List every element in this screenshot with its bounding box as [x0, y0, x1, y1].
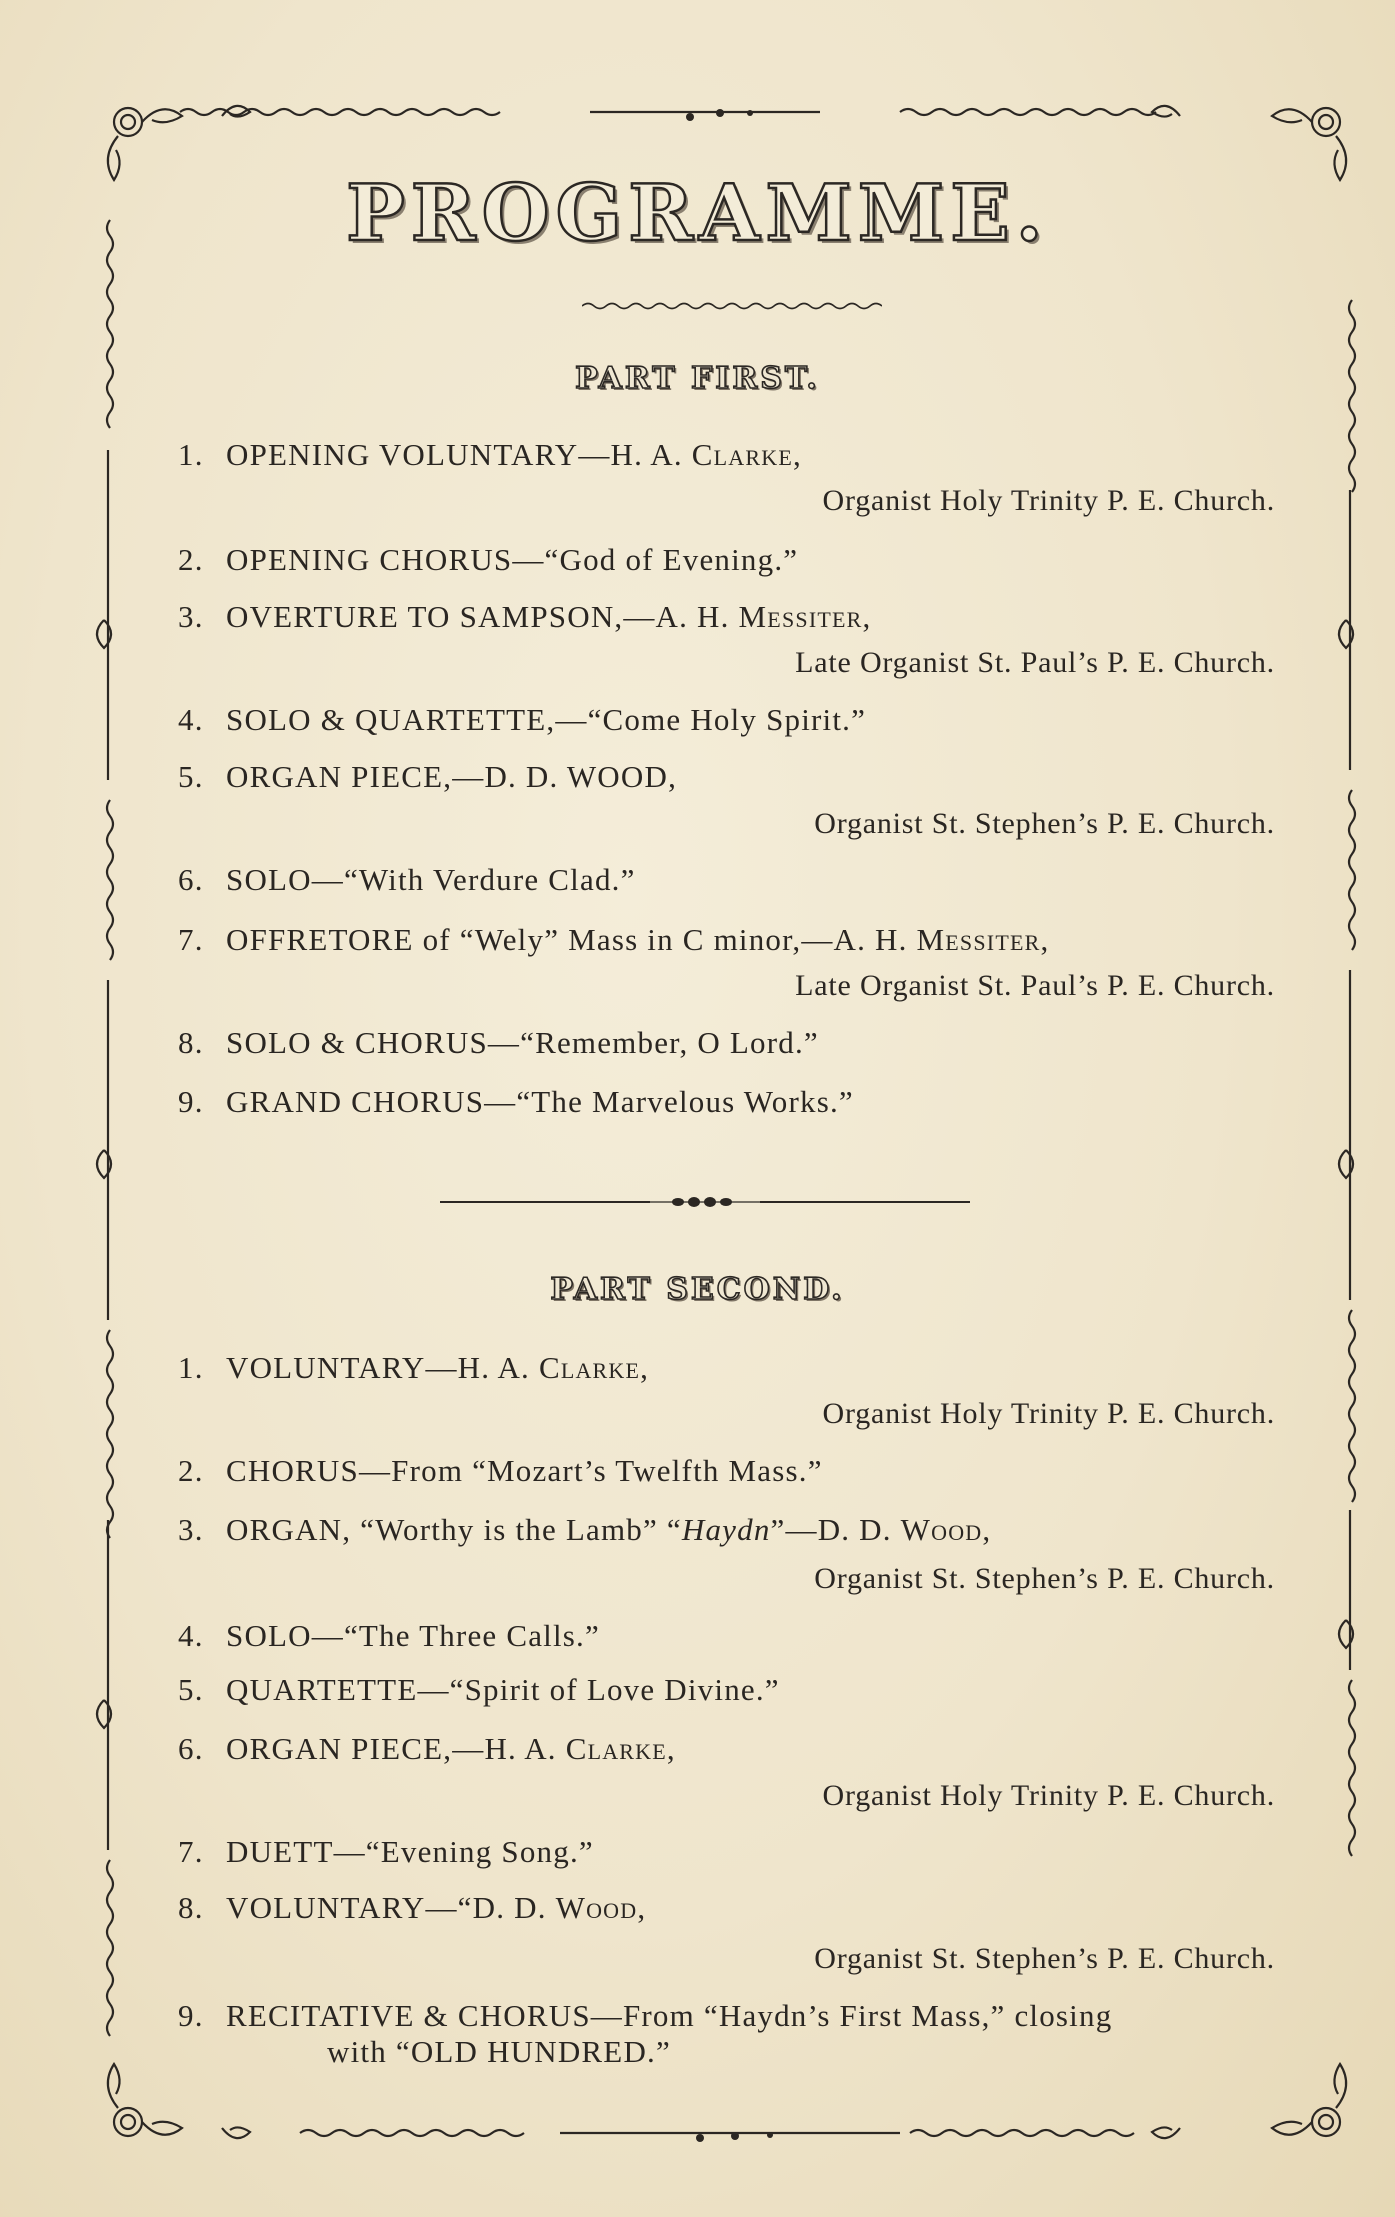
part-first-item-7: 7. OFFRETORE of “Wely” Mass in C minor,—A. H. Messiter, [178, 922, 1050, 957]
part-first-item-4: 4. SOLO & QUARTETTE,—“Come Holy Spirit.” [178, 702, 867, 737]
part-second-item-9-continuation: with “OLD HUNDRED.” [327, 2034, 671, 2069]
section-divider [440, 1192, 970, 1212]
part-second-item-7: 7. DUETT—“Evening Song.” [178, 1834, 594, 1869]
programme-title: PROGRAMME. [346, 168, 1049, 259]
part-first-item-1-credit: Organist Holy Trinity P. E. Church. [822, 484, 1275, 517]
part-second-item-2: 2. CHORUS—From “Mozart’s Twelfth Mass.” [178, 1453, 823, 1488]
part-first-item-5-credit: Organist St. Stephen’s P. E. Church. [814, 807, 1275, 840]
part-second-heading: PART SECOND. [550, 1272, 845, 1307]
part-second-item-3-credit: Organist St. Stephen’s P. E. Church. [814, 1562, 1275, 1595]
part-first-item-5: 5. ORGAN PIECE,—D. D. WOOD, [178, 759, 678, 794]
part-second-item-1-credit: Organist Holy Trinity P. E. Church. [822, 1397, 1275, 1430]
part-first-item-2: 2. OPENING CHORUS—“God of Evening.” [178, 542, 799, 577]
part-second-item-8-credit: Organist St. Stephen’s P. E. Church. [814, 1942, 1275, 1975]
part-first-item-1: 1. OPENING VOLUNTARY—H. A. Clarke, [178, 437, 802, 472]
part-second-item-9: 9. RECITATIVE & CHORUS—From “Haydn’s First Mass,” closing [178, 1998, 1113, 2033]
part-first-item-9: 9. GRAND CHORUS—“The Marvelous Works.” [178, 1084, 854, 1119]
part-first-item-3: 3. OVERTURE TO SAMPSON,—A. H. Messiter, [178, 599, 872, 634]
part-first-item-6: 6. SOLO—“With Verdure Clad.” [178, 862, 636, 897]
part-first-item-7-credit: Late Organist St. Paul’s P. E. Church. [795, 969, 1275, 1002]
part-first-heading: PART FIRST. [575, 361, 820, 396]
part-second-item-3: 3. ORGAN, “Worthy is the Lamb” “Haydn”—D. D. Wood, [178, 1512, 992, 1547]
part-second-item-4: 4. SOLO—“The Three Calls.” [178, 1618, 600, 1653]
part-first-item-8: 8. SOLO & CHORUS—“Remember, O Lord.” [178, 1025, 819, 1060]
part-second-item-8: 8. VOLUNTARY—“D. D. Wood, [178, 1890, 647, 1925]
part-second-item-1: 1. VOLUNTARY—H. A. Clarke, [178, 1350, 650, 1385]
part-first-item-3-credit: Late Organist St. Paul’s P. E. Church. [795, 646, 1275, 679]
title-wavy-rule [582, 300, 882, 312]
part-second-item-6: 6. ORGAN PIECE,—H. A. Clarke, [178, 1731, 676, 1766]
part-second-item-6-credit: Organist Holy Trinity P. E. Church. [822, 1779, 1275, 1812]
part-second-item-5: 5. QUARTETTE—“Spirit of Love Divine.” [178, 1672, 780, 1707]
